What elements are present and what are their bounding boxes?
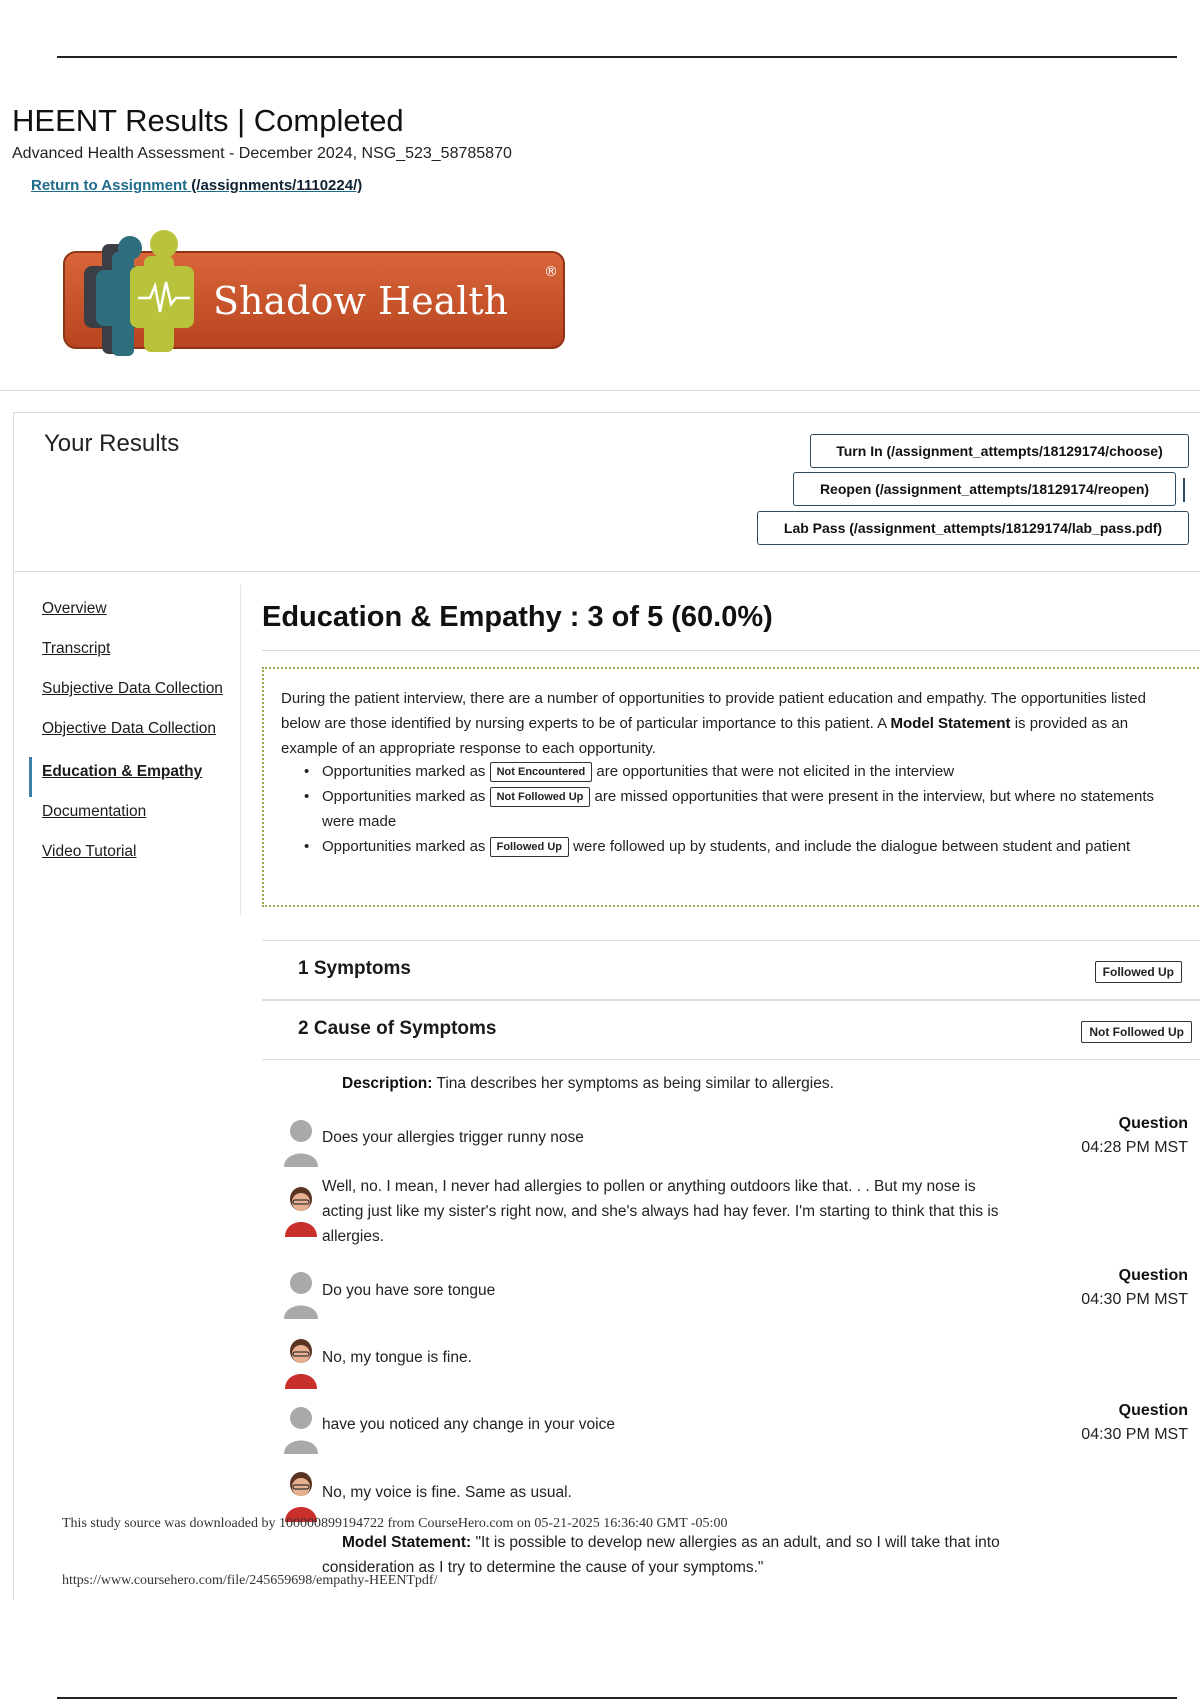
status-badge: Followed Up bbox=[490, 837, 569, 857]
opportunity-title: 2 Cause of Symptoms bbox=[298, 1018, 497, 1039]
dialogue-kind: Question bbox=[1118, 1402, 1188, 1419]
patient-avatar-icon bbox=[282, 1337, 320, 1389]
svg-text:®: ® bbox=[544, 264, 558, 280]
content-left-border bbox=[13, 570, 14, 1600]
heading-divider bbox=[262, 650, 1200, 651]
dialogue-student-text: Do you have sore tongue bbox=[322, 1282, 496, 1299]
dialogue-meta bbox=[1081, 1399, 1188, 1447]
dialogue-patient-text: No, my tongue is fine. bbox=[322, 1349, 472, 1366]
return-link-path: (/assignments/1110224/) bbox=[191, 177, 363, 194]
reopen-button[interactable]: Reopen (/assignment_attempts/18129174/reopen) bbox=[793, 472, 1176, 506]
nav-item-documentation[interactable]: Documentation bbox=[42, 803, 147, 820]
legend-list bbox=[302, 759, 1182, 859]
results-title: Your Results bbox=[44, 430, 180, 457]
nav-item-video-tutorial[interactable]: Video Tutorial bbox=[42, 843, 137, 860]
nav-item-education-empathy[interactable]: Education & Empathy bbox=[42, 763, 203, 780]
nav-item-subjective-data[interactable]: Subjective Data Collection bbox=[42, 680, 223, 697]
bottom-rule bbox=[57, 1697, 1177, 1699]
student-avatar-icon bbox=[282, 1115, 320, 1167]
nav-item-overview[interactable]: Overview bbox=[42, 600, 107, 617]
nav-item-objective-data[interactable]: Objective Data Collection bbox=[42, 720, 217, 737]
svg-text:Shadow Health: Shadow Health bbox=[213, 279, 509, 323]
student-avatar-icon bbox=[282, 1402, 320, 1454]
turn-in-button[interactable]: Turn In (/assignment_attempts/18129174/choose) bbox=[810, 434, 1189, 468]
dialogue-time: 04:30 PM MST bbox=[1081, 1426, 1188, 1443]
dialogue-meta bbox=[1081, 1264, 1188, 1312]
status-badge: Not Followed Up bbox=[490, 787, 591, 807]
nav-active-indicator bbox=[29, 757, 32, 797]
student-avatar-icon bbox=[282, 1267, 320, 1319]
page-title: HEENT Results | Completed bbox=[12, 103, 404, 138]
model-statement: Model Statement: "It is possible to develop new allergies as an adult, and so I will take that into consideration as I try to determine the cause of your symptoms." bbox=[322, 1534, 1000, 1576]
status-badge: Not Followed Up bbox=[1081, 1021, 1192, 1043]
opportunity-description: Description: Tina describes her symptoms as being similar to allergies. bbox=[342, 1075, 834, 1092]
opportunity-title: 1 Symptoms bbox=[298, 958, 411, 979]
dialogue-meta bbox=[1081, 1112, 1188, 1160]
legend-item-followed-up: • Opportunities marked as Followed Up were followed up by students, and include the dialogue between student and patient bbox=[302, 834, 1182, 859]
shadow-health-logo bbox=[58, 226, 568, 366]
return-link-label: Return to Assignment bbox=[31, 177, 188, 194]
dialogue-student-text: Does your allergies trigger runny nose bbox=[322, 1129, 584, 1146]
opportunity-header-cause-of-symptoms[interactable] bbox=[262, 1000, 1200, 1060]
dialogue-patient-text: No, my voice is fine. Same as usual. bbox=[322, 1484, 572, 1501]
intro-text: During the patient interview, there are a number of opportunities to provide patient education and empathy. The opportunities listed below are those identified by nursing experts to be of particular importance to this patient. A Model Statement is provided as an example of an appropriate response to each opportunity. bbox=[281, 690, 1146, 757]
page-subtitle: Advanced Health Assessment - December 2024, NSG_523_58785870 bbox=[12, 145, 512, 162]
dialogue-time: 04:28 PM MST bbox=[1081, 1139, 1188, 1156]
source-url-watermark: https://www.coursehero.com/file/245659698/empathy-HEENTpdf/ bbox=[62, 1573, 438, 1588]
lab-pass-button[interactable]: Lab Pass (/assignment_attempts/18129174/lab_pass.pdf) bbox=[757, 511, 1189, 545]
return-to-assignment-link[interactable] bbox=[31, 177, 362, 194]
top-rule bbox=[57, 56, 1177, 58]
dialogue-time: 04:30 PM MST bbox=[1081, 1291, 1188, 1308]
dialogue-patient-text: Well, no. I mean, I never had allergies to pollen or anything outdoors like that. . . But my nose is acting just like my sister's right now, and she's always had hay fever. I'm starting to think that this is allergies. bbox=[322, 1178, 999, 1245]
download-watermark: This study source was downloaded by 100000899194722 from CourseHero.com on 05-21-2025 16:36:40 GMT -05:00 bbox=[62, 1516, 728, 1531]
status-badge: Followed Up bbox=[1095, 961, 1182, 983]
dialogue-kind: Question bbox=[1118, 1267, 1188, 1284]
intro-panel bbox=[262, 667, 1200, 907]
legend-item-not-followed-up: • Opportunities marked as Not Followed Up are missed opportunities that were present in the interview, but where no statements were made bbox=[302, 784, 1182, 834]
nav-divider bbox=[240, 585, 241, 915]
patient-avatar-icon bbox=[282, 1470, 320, 1522]
reopen-button-edge bbox=[1183, 478, 1185, 502]
header-divider bbox=[0, 390, 1200, 391]
section-heading: Education & Empathy : 3 of 5 (60.0%) bbox=[262, 601, 773, 633]
patient-avatar-icon bbox=[282, 1185, 320, 1237]
dialogue-kind: Question bbox=[1118, 1115, 1188, 1132]
dialogue-student-text: have you noticed any change in your voice bbox=[322, 1416, 615, 1433]
nav-item-transcript[interactable]: Transcript bbox=[42, 640, 111, 657]
status-badge: Not Encountered bbox=[490, 762, 593, 782]
legend-item-not-encountered: • Opportunities marked as Not Encountered are opportunities that were not elicited in the interview bbox=[302, 759, 1182, 784]
opportunity-header-symptoms[interactable] bbox=[262, 940, 1200, 1000]
